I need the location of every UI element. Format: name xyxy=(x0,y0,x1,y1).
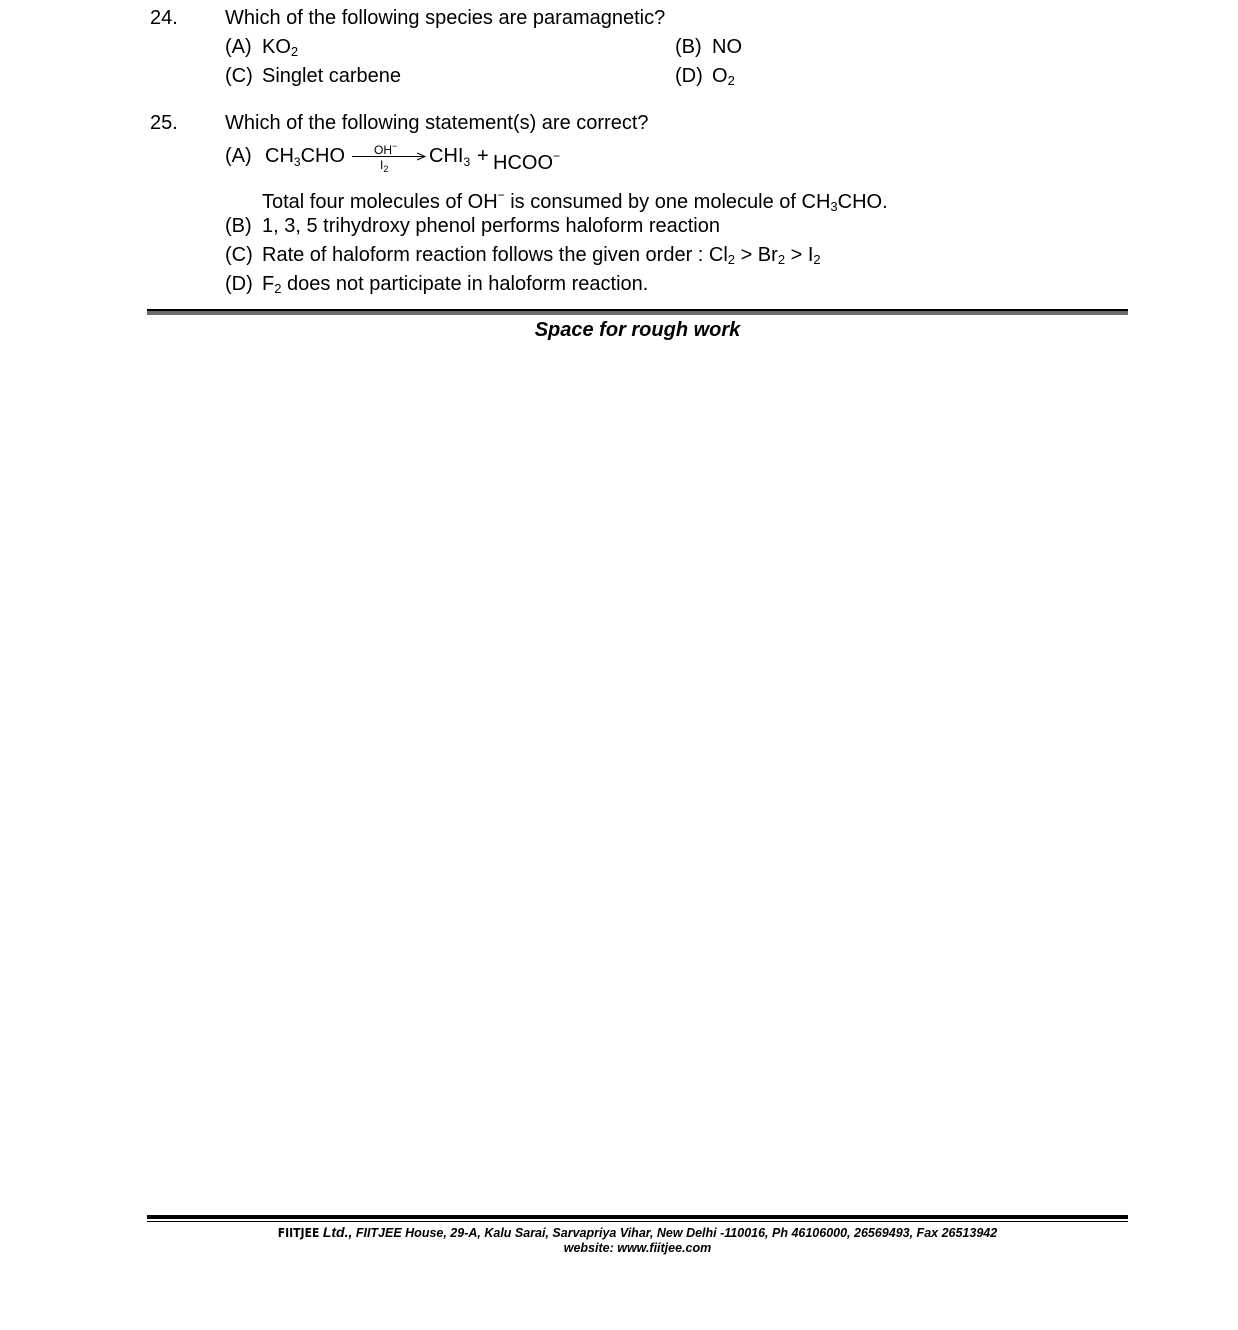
reagent-top: OH− xyxy=(374,141,398,157)
option-label: (C) xyxy=(225,65,253,87)
subscript: 2 xyxy=(727,73,735,88)
option-text: KO xyxy=(262,36,291,58)
footer-divider xyxy=(147,1215,1128,1219)
question-number: 24. xyxy=(150,7,178,29)
footer-address xyxy=(147,1225,1128,1241)
option-text: $F_2$ does not participate in haloform reaction. xyxy=(262,273,649,296)
reagent-bottom: $I_2$ xyxy=(380,158,389,174)
question-number: 25. xyxy=(150,112,178,134)
question-text: Which of the following statement(s) are correct? xyxy=(225,112,649,134)
option-text: NO xyxy=(712,36,742,58)
company-name: FIITJEE xyxy=(277,1226,320,1240)
option-label: (A) xyxy=(225,36,252,58)
divider-line-shade xyxy=(147,311,1128,315)
option-label: (B) xyxy=(675,36,702,58)
product-formate: HCOO− xyxy=(493,149,561,174)
option-b xyxy=(225,214,720,238)
rough-work-label: Space for rough work xyxy=(534,319,741,341)
reaction-arrow xyxy=(350,142,430,176)
reactant: $CH_3CHO$ xyxy=(265,145,346,169)
option-d xyxy=(225,272,648,301)
option-text: Singlet carbene xyxy=(262,65,401,87)
address-text: FIITJEE House, 29-A, Kalu Sarai, Sarvapriya Vihar, New Delhi -110016, Ph 46106000, 26569493, Fax 26513942 xyxy=(355,1226,998,1240)
option-label: (A) xyxy=(225,145,252,167)
footer-divider-thin xyxy=(147,1221,1128,1222)
option-label: (D) xyxy=(225,273,253,295)
option-text: O xyxy=(712,65,728,87)
option-text: Rate of haloform reaction follows the given order : $Cl_2 > Br_2 > I_2$ xyxy=(262,244,821,267)
option-text: 1, 3, 5 trihydroxy phenol performs haloform reaction xyxy=(262,215,720,237)
option-label: (D) xyxy=(675,65,703,87)
question-text: Which of the following species are paramagnetic? xyxy=(225,7,666,29)
option-a-note: Total four molecules of OH− is consumed by one molecule of $CH_3CHO$. xyxy=(262,188,888,214)
option-b xyxy=(675,35,742,59)
option-label: (B) xyxy=(225,215,252,237)
subscript: 2 xyxy=(290,44,299,59)
option-c xyxy=(225,64,401,88)
option-a xyxy=(225,35,298,64)
option-d xyxy=(675,64,735,93)
option-c xyxy=(225,243,821,272)
company-suffix: Ltd., xyxy=(322,1224,353,1240)
plus-sign: + xyxy=(477,145,489,167)
option-label: (C) xyxy=(225,244,253,266)
footer-website: website: www.fiitjee.com xyxy=(563,1241,712,1255)
product-iodoform: $CHI_3$ xyxy=(429,145,471,169)
